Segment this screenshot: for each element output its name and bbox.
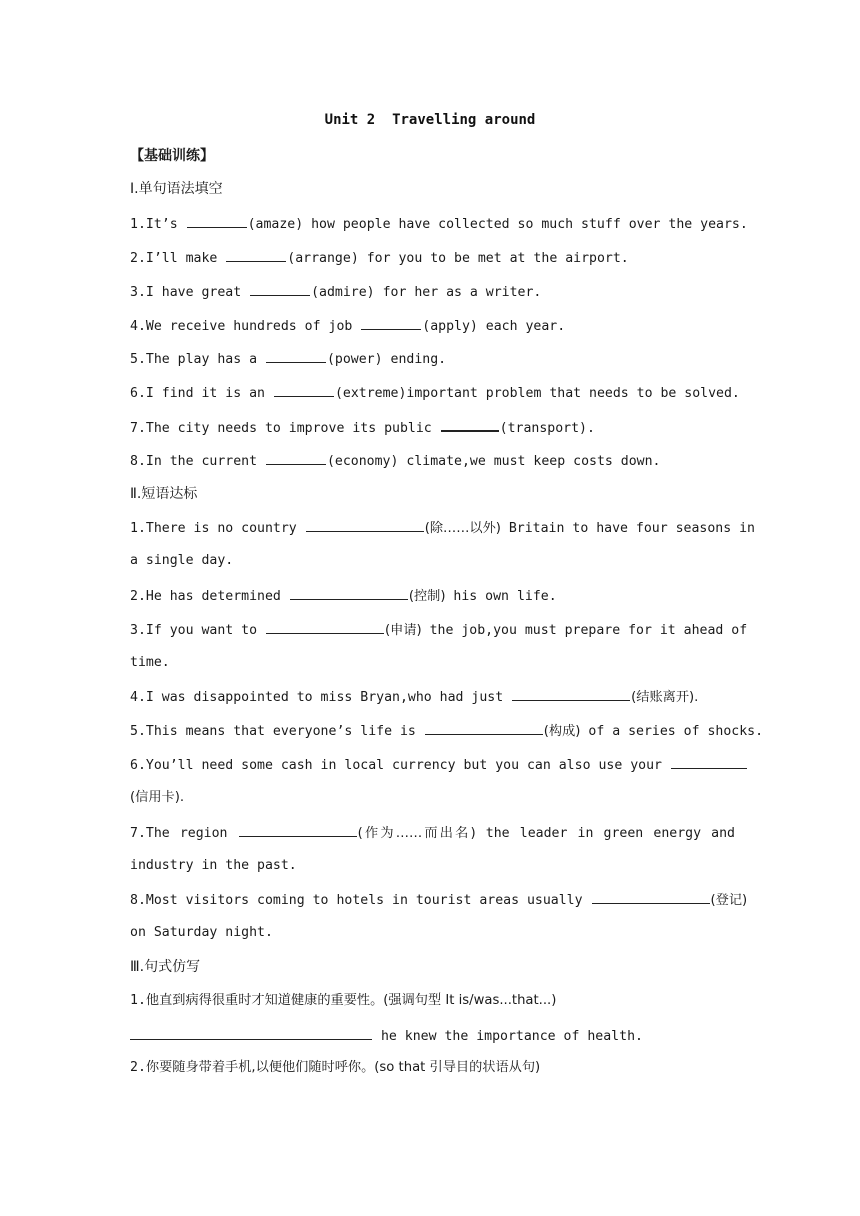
part3-heading: Ⅲ.句式仿写 xyxy=(130,959,201,975)
answer-blank[interactable] xyxy=(274,383,334,397)
part1-item-2: 2.I’ll make (arrange) for you to be met at the airport. xyxy=(130,248,735,268)
part2-item-3: 3.If you want to (申请) the job,you must prepare for it ahead of xyxy=(130,620,735,640)
part2-heading: Ⅱ.短语达标 xyxy=(130,486,198,502)
answer-blank[interactable] xyxy=(187,214,247,228)
part2-item-1-cont: a single day. xyxy=(130,553,234,568)
part2-item-8-cont: on Saturday night. xyxy=(130,925,273,940)
part2-item-4: 4.I was disappointed to miss Bryan,who had just (结账离开). xyxy=(130,687,735,707)
part1-item-8: 8.In the current (economy) climate,we must keep costs down. xyxy=(130,451,735,471)
page-title: Unit 2 Travelling around xyxy=(324,112,536,128)
part3-item-1-answer: he knew the importance of health. xyxy=(130,1026,735,1046)
part2-item-7: 7.The region (作为……而出名) the leader in green energy and xyxy=(130,823,735,843)
answer-blank[interactable] xyxy=(441,417,499,432)
part1-item-7: 7.The city needs to improve its public (transport). xyxy=(130,417,735,438)
answer-blank[interactable] xyxy=(226,248,286,262)
part2-item-6-cont: (信用卡). xyxy=(130,790,185,805)
answer-blank[interactable] xyxy=(239,823,357,837)
part3-item-2-prompt: 2.你要随身带着手机,以便他们随时呼你。(so that 引导目的状语从句) xyxy=(130,1060,541,1075)
answer-blank[interactable] xyxy=(425,721,543,735)
part2-item-1: 1.There is no country (除……以外) Britain to have four seasons in xyxy=(130,518,735,538)
answer-blank[interactable] xyxy=(130,1026,372,1040)
part1-item-1: 1.It’s (amaze) how people have collected so much stuff over the years. xyxy=(130,214,735,234)
answer-blank[interactable] xyxy=(250,282,310,296)
part1-item-5: 5.The play has a (power) ending. xyxy=(130,349,735,369)
answer-blank[interactable] xyxy=(266,620,384,634)
part2-item-3-cont: time. xyxy=(130,655,170,670)
answer-blank[interactable] xyxy=(290,586,408,600)
answer-blank[interactable] xyxy=(361,316,421,330)
answer-blank[interactable] xyxy=(266,349,326,363)
part2-item-6: 6.You’ll need some cash in local currency but you can also use your xyxy=(130,755,735,775)
part2-item-5: 5.This means that everyone’s life is (构成) of a series of shocks. xyxy=(130,721,735,741)
part1-item-3: 3.I have great (admire) for her as a writer. xyxy=(130,282,735,302)
answer-blank[interactable] xyxy=(592,890,710,904)
part2-item-8: 8.Most visitors coming to hotels in tourist areas usually (登记) xyxy=(130,890,735,910)
part2-item-2: 2.He has determined (控制) his own life. xyxy=(130,586,735,606)
part2-item-7-cont: industry in the past. xyxy=(130,858,297,873)
section-basic-training: 【基础训练】 xyxy=(130,148,214,164)
part3-item-1-prompt: 1.他直到病得很重时才知道健康的重要性。(强调句型 It is/was...that...) xyxy=(130,993,557,1008)
part1-item-4: 4.We receive hundreds of job (apply) each year. xyxy=(130,316,735,336)
answer-blank[interactable] xyxy=(266,451,326,465)
answer-blank[interactable] xyxy=(671,755,747,769)
answer-blank[interactable] xyxy=(306,518,424,532)
part1-heading: Ⅰ.单句语法填空 xyxy=(130,181,223,197)
part1-item-6: 6.I find it is an (extreme)important problem that needs to be solved. xyxy=(130,383,735,403)
answer-blank[interactable] xyxy=(512,687,630,701)
